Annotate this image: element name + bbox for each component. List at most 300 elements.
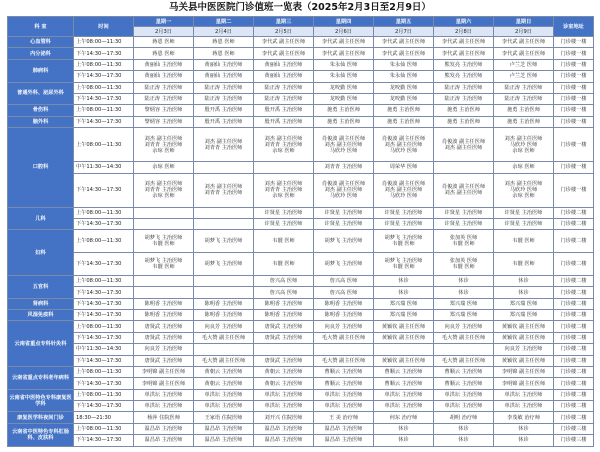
schedule-row: [8, 162, 594, 173]
schedule-row: [8, 355, 594, 366]
doctor-cell: 休诊: [494, 435, 554, 446]
schedule-row: [8, 128, 594, 162]
doctor-cell: 王 美 治疗师: [314, 412, 374, 423]
room-cell: 门诊楼一楼: [554, 71, 594, 82]
doctor-cell: 胡梦飞 主治医师 韦靓 医师: [374, 253, 434, 276]
doctor-cell: [194, 219, 254, 230]
time-slot: 下午14:30—17:30: [74, 355, 134, 366]
doctor-cell: 詹兴高 医师: [254, 275, 314, 286]
doctor-cell: 杨萍 住院医师: [134, 412, 194, 423]
doctor-cell: 许贤星 主治医师: [314, 207, 374, 218]
schedule-row: [8, 378, 594, 389]
doctor-cell: 殷开禹 主治医师: [194, 116, 254, 127]
doctor-cell: 向良芳 主治医师: [134, 344, 194, 355]
time-slot: 中午11:30—14:30: [74, 344, 134, 355]
time-slot: 上午08:00—11:30: [74, 105, 134, 116]
page-title: 马关县中医医院门诊值班一览表（2025年2月3日至2月9日）: [169, 2, 431, 13]
doctor-cell: 蒋恩 医师: [134, 48, 194, 59]
doctor-cell: 韦靓 医师: [254, 230, 314, 253]
room-cell: 门诊楼三楼: [554, 423, 594, 434]
time-slot: 上午08:00—11:30: [74, 230, 134, 253]
doctor-cell: 余琼 医师: [494, 162, 554, 173]
doctor-cell: 龙咬勤 医师: [314, 82, 374, 93]
doctor-cell: 卢兰芝 医师: [494, 59, 554, 70]
room-cell: 门诊楼一楼: [554, 37, 594, 48]
doctor-cell: 李明锦 副主任医师: [494, 366, 554, 377]
time-slot: 上午08:00—11:30: [74, 59, 134, 70]
schedule-row: [8, 253, 594, 276]
doctor-cell: 单洪坛 主治医师: [194, 389, 254, 400]
doctor-cell: 詹兴高 医师: [314, 275, 374, 286]
room-cell: 门诊楼二楼: [554, 332, 594, 343]
time-slot: 上午08:00—11:30: [74, 128, 134, 162]
doctor-cell: [134, 275, 194, 286]
department-name: 肺病科: [8, 59, 74, 82]
doctor-cell: 郑兴瑞 医师: [494, 298, 554, 309]
time-slot: 下午14:30—17:30: [74, 48, 134, 59]
doctor-cell: 卢兰芝 医师: [494, 71, 554, 82]
doctor-cell: 刘杰 副主任医师 马欣玲 医师 余琼 医师: [494, 173, 554, 207]
doctor-cell: 黄丽仙 主治医师: [134, 71, 194, 82]
schedule-row: [8, 423, 594, 434]
doctor-cell: [134, 219, 194, 230]
doctor-cell: 周荣华 医师: [374, 162, 434, 173]
schedule-row: [8, 37, 594, 48]
doctor-cell: 陆正涛 主治医师: [134, 93, 194, 104]
doctor-cell: 李代武 副主任医师: [494, 37, 554, 48]
time-slot: 下午14:30—17:30: [74, 378, 134, 389]
room-cell: 门诊楼一楼: [554, 93, 594, 104]
doctor-cell: 韦靓 医师: [254, 253, 314, 276]
doctor-cell: 曹顺云 主治医师: [434, 366, 494, 377]
doctor-cell: 陈明香 主治医师: [134, 310, 194, 321]
schedule-row: [8, 219, 594, 230]
doctor-cell: 陈明香 主治医师: [194, 298, 254, 309]
doctor-cell: 施勇 主治医师: [434, 105, 494, 116]
doctor-cell: 休诊: [434, 275, 494, 286]
doctor-cell: 黄颖钦 副主任医师: [374, 332, 434, 343]
schedule-row: [8, 275, 594, 286]
doctor-cell: 胡梦飞 主治医师: [194, 230, 254, 253]
date-header: 2月9日: [494, 27, 554, 37]
doctor-cell: 陆正涛 主治医师: [194, 93, 254, 104]
doctor-cell: 休诊: [374, 423, 434, 434]
doctor-cell: 肖俊波 副主任医师 刘杰 副主任医师 马欣玲 医师: [374, 173, 434, 207]
schedule-row: [8, 287, 594, 298]
doctor-cell: 蒋恩 医师: [194, 48, 254, 59]
department-name: 妇科: [8, 230, 74, 276]
doctor-cell: 刘杰 副主任医师 马欣玲 医师 余琼 医师: [494, 128, 554, 162]
doctor-cell: [134, 287, 194, 298]
doctor-cell: 休诊: [494, 423, 554, 434]
doctor-cell: 陆正涛 主治医师: [254, 93, 314, 104]
doctor-cell: 向良芳 主治医师: [314, 321, 374, 332]
time-slot: 下午14:30—17:30: [74, 116, 134, 127]
doctor-cell: 黄丽仙 主治医师: [134, 59, 194, 70]
doctor-cell: 唐贤武 主治医师: [254, 321, 314, 332]
schedule-row: [8, 116, 594, 127]
doctor-cell: 蒋恩 医师: [194, 37, 254, 48]
doctor-cell: [374, 344, 434, 355]
doctor-cell: 许贤星 主治医师: [374, 207, 434, 218]
room-cell: 门诊楼二楼: [554, 378, 594, 389]
doctor-cell: 许贤星 主治医师: [254, 207, 314, 218]
schedule-row: [8, 173, 594, 207]
schedule-row: [8, 366, 594, 377]
doctor-cell: [194, 207, 254, 218]
schedule-row: [8, 93, 594, 104]
room-cell: 门诊楼二楼: [554, 355, 594, 366]
doctor-cell: 毛大赞 副主任医师: [434, 332, 494, 343]
doctor-cell: 曹顺云 主治医师: [374, 366, 434, 377]
doctor-cell: 何东 治疗师: [374, 412, 434, 423]
doctor-cell: 朱永仙 医师: [314, 71, 374, 82]
time-slot: 下午14:30—17:30: [74, 253, 134, 276]
weekday-header: 星期一: [134, 17, 194, 27]
doctor-cell: 李代武 副主任医师: [374, 48, 434, 59]
doctor-cell: 毛大赞 副主任医师: [194, 355, 254, 366]
doctor-cell: 龙咬勤 医师: [374, 82, 434, 93]
doctor-cell: 黄颖钦 副主任医师: [374, 321, 434, 332]
schedule-row: [8, 207, 594, 218]
doctor-cell: 陆正涛 主治医师: [494, 82, 554, 93]
time-slot: 下午14:30—17:30: [74, 71, 134, 82]
doctor-cell: [434, 344, 494, 355]
doctor-cell: 向良芳 主治医师: [434, 321, 494, 332]
doctor-cell: 李代武 副主任医师: [314, 48, 374, 59]
doctor-cell: 刘杰 副主任医师 刘青青 主治医师 余琼 医师: [254, 173, 314, 207]
doctor-cell: 熊发亮 主治医师: [434, 59, 494, 70]
doctor-cell: 胡梦飞 主治医师: [314, 230, 374, 253]
doctor-cell: 陆正涛 主治医师: [434, 93, 494, 104]
time-slot: 下午14:30—17:30: [74, 219, 134, 230]
doctor-cell: 黄朝云 主治医师: [254, 378, 314, 389]
doctor-cell: 黄丽仙 主治医师: [254, 71, 314, 82]
doctor-cell: 胡梦飞 主治医师: [194, 253, 254, 276]
doctor-cell: 许贤星 主治医师: [374, 219, 434, 230]
doctor-cell: 胡梦飞 主治医师: [314, 253, 374, 276]
time-slot: 中午11:30—14:30: [74, 162, 134, 173]
doctor-cell: 詹兴高 医师: [314, 287, 374, 298]
room-cell: 门诊楼二楼: [554, 389, 594, 400]
doctor-cell: 刘开兴 住院医师: [254, 412, 314, 423]
date-header: 2月5日: [254, 27, 314, 37]
doctor-cell: 陆正涛 主治医师: [494, 93, 554, 104]
doctor-cell: 胡梦飞 主治医师 韦靓 医师: [134, 230, 194, 253]
room-cell: 门诊楼二楼: [554, 219, 594, 230]
date-header: 2月7日: [374, 27, 434, 37]
doctor-cell: 刘杰 副主任医师 刘青青 主治医师: [194, 173, 254, 207]
doctor-cell: 休诊: [434, 435, 494, 446]
doctor-cell: 胡明 治疗师: [434, 412, 494, 423]
doctor-cell: 毛大赞 副主任医师: [314, 355, 374, 366]
doctor-cell: [314, 344, 374, 355]
doctor-cell: 黄颖钦 副主任医师: [374, 355, 434, 366]
doctor-cell: 肖俊波 副主任医师 刘杰 副主任医师: [434, 128, 494, 162]
doctor-cell: 单洪坛 主治医师: [314, 389, 374, 400]
doctor-cell: 刘青青 主治医师: [314, 162, 374, 173]
department-name: 心血管科: [8, 37, 74, 48]
doctor-cell: 郑兴瑞 医师: [434, 310, 494, 321]
time-slot: 下午14:30—17:30: [74, 332, 134, 343]
doctor-cell: 温昌昂 主治医师: [314, 423, 374, 434]
department-name: 五官科: [8, 275, 74, 298]
doctor-cell: 张加英 医师 韦靓 医师: [434, 253, 494, 276]
doctor-cell: 李明锦 副主任医师: [134, 366, 194, 377]
department-name: 口腔科: [8, 128, 74, 208]
room-cell: 门诊楼二楼: [554, 344, 594, 355]
doctor-cell: 朱永仙 医师: [374, 59, 434, 70]
doctor-cell: 施勇 主治医师: [434, 116, 494, 127]
schedule-row: [8, 82, 594, 93]
doctor-cell: 陆正涛 主治医师: [134, 82, 194, 93]
weekday-header: 星期二: [194, 17, 254, 27]
doctor-cell: [254, 344, 314, 355]
doctor-cell: 曹顺云 主治医师: [314, 366, 374, 377]
doctor-cell: 向良芳 主治医师: [194, 321, 254, 332]
time-slot: 上午08:00—11:30: [74, 366, 134, 377]
duty-schedule-table: [7, 16, 594, 447]
doctor-cell: 李茂敏 治疗师: [494, 412, 554, 423]
doctor-cell: 单洪坛 主治医师: [374, 401, 434, 412]
doctor-cell: 刘杰 副主任医师 刘青青 主治医师: [194, 128, 254, 162]
time-slot: 上午08:00—11:30: [74, 207, 134, 218]
doctor-cell: 单洪坛 主治医师: [494, 401, 554, 412]
doctor-cell: 朱永仙 医师: [314, 59, 374, 70]
doctor-cell: 施勇 主治医师: [374, 105, 434, 116]
doctor-cell: 李明锦 副主任医师: [494, 378, 554, 389]
room-cell: 门诊楼一楼: [554, 116, 594, 127]
doctor-cell: 温昌昂 主治医师: [194, 435, 254, 446]
department-name: 云南省重点专科针灸科: [8, 321, 74, 367]
doctor-cell: 黄朝云 主治医师: [194, 378, 254, 389]
doctor-cell: [194, 344, 254, 355]
doctor-cell: 李代武 副主任医师: [254, 48, 314, 59]
doctor-cell: 温昌昂 主治医师: [314, 435, 374, 446]
doctor-cell: 休诊: [494, 275, 554, 286]
schedule-row: [8, 105, 594, 116]
date-header: 2月3日: [134, 27, 194, 37]
doctor-cell: [194, 275, 254, 286]
doctor-cell: 王家语 住院医师: [194, 412, 254, 423]
doctor-cell: [194, 287, 254, 298]
room-cell: 门诊楼二楼: [554, 412, 594, 423]
doctor-cell: 黄颖钦 副主任医师: [494, 321, 554, 332]
doctor-cell: 曹顺云 主治医师: [434, 378, 494, 389]
time-slot: 上午08:00—11:30: [74, 82, 134, 93]
doctor-cell: 黄颖钦 副主任医师: [494, 355, 554, 366]
doctor-cell: 龙咬勤 医师: [314, 93, 374, 104]
department-name: 内分泌科: [8, 48, 74, 59]
doctor-cell: 李代武 副主任医师: [254, 37, 314, 48]
doctor-cell: 肖俊波 副主任医师 刘杰 副主任医师 马欣玲 医师: [314, 173, 374, 207]
time-slot: 上午08:00—11:30: [74, 37, 134, 48]
weekday-header: 星期三: [254, 17, 314, 27]
doctor-cell: 张加英 医师 韦靓 医师: [434, 230, 494, 253]
doctor-cell: 熊发亮 主治医师: [434, 71, 494, 82]
room-cell: 门诊楼一楼: [554, 82, 594, 93]
schedule-row: [8, 48, 594, 59]
doctor-cell: 郑兴瑞 医师: [374, 310, 434, 321]
room-cell: 门诊楼二楼: [554, 230, 594, 253]
doctor-cell: 向良芳 主治医师: [494, 344, 554, 355]
room-cell: 门诊楼二楼: [554, 366, 594, 377]
department-name: 普通外科、泌尿外科: [8, 82, 74, 105]
date-header: 2月6日: [314, 27, 374, 37]
doctor-cell: 郑兴瑞 医师: [374, 298, 434, 309]
doctor-cell: 李代武 副主任医师: [314, 37, 374, 48]
doctor-cell: 黄朝云 主治医师: [254, 366, 314, 377]
doctor-cell: 韦靓 医师: [494, 230, 554, 253]
doctor-cell: 休诊: [434, 287, 494, 298]
schedule-row: [8, 298, 594, 309]
doctor-cell: 李明锦 副主任医师: [134, 378, 194, 389]
doctor-cell: 陆正涛 主治医师: [194, 82, 254, 93]
doctor-cell: 许贤星 主治医师: [494, 207, 554, 218]
schedule-row: [8, 332, 594, 343]
time-header: 时间: [74, 17, 134, 37]
schedule-row: [8, 321, 594, 332]
schedule-row: [8, 401, 594, 412]
schedule-row: [8, 59, 594, 70]
room-cell: 门诊楼一楼: [554, 59, 594, 70]
doctor-cell: 温昌昂 主治医师: [194, 423, 254, 434]
doctor-cell: 单洪坛 主治医师: [254, 401, 314, 412]
doctor-cell: 单洪坛 主治医师: [134, 389, 194, 400]
doctor-cell: 施勇 主治医师: [494, 105, 554, 116]
doctor-cell: 许贤星 主治医师: [434, 219, 494, 230]
doctor-cell: 肖俊波 副主任医师 刘杰 副主任医师 马欣玲 医师: [374, 128, 434, 162]
room-cell: 门诊楼二楼: [554, 207, 594, 218]
doctor-cell: 陈明香 主治医师: [254, 298, 314, 309]
department-name: 风湿免疫科: [8, 310, 74, 321]
doctor-cell: [134, 207, 194, 218]
doctor-cell: 单洪坛 主治医师: [494, 389, 554, 400]
doctor-cell: 陈明香 主治医师: [254, 310, 314, 321]
doctor-cell: 曹顺云 主治医师: [314, 378, 374, 389]
doctor-cell: 黄朝云 主治医师: [194, 366, 254, 377]
doctor-cell: 陈明香 主治医师: [314, 298, 374, 309]
time-slot: 18:30—21:30: [74, 412, 134, 423]
doctor-cell: 殷开禹 主治医师: [254, 105, 314, 116]
room-cell: 门诊楼一楼: [554, 128, 594, 162]
doctor-cell: 黄丽仙 主治医师: [194, 71, 254, 82]
header-row-weekdays: [8, 17, 594, 27]
doctor-cell: [194, 162, 254, 173]
doctor-cell: 肖俊波 副主任医师 刘杰 副主任医师: [434, 173, 494, 207]
doctor-cell: 休诊: [494, 287, 554, 298]
doctor-cell: 陈明香 主治医师: [194, 310, 254, 321]
schedule-row: [8, 344, 594, 355]
doctor-cell: 陆正涛 主治医师: [254, 82, 314, 93]
department-name: 肾病科: [8, 298, 74, 309]
department-name: 云南省中医特色专科康复医学科: [8, 389, 74, 412]
weekday-header: 星期五: [374, 17, 434, 27]
department-name: 脑外科: [8, 116, 74, 127]
doctor-cell: 龙咬勤 医师: [374, 93, 434, 104]
time-slot: 上午08:00—11:30: [74, 389, 134, 400]
doctor-cell: 韦靓 医师: [494, 253, 554, 276]
doctor-cell: 毛大赞 副主任医师: [194, 332, 254, 343]
doctor-cell: 陈明香 主治医师: [134, 298, 194, 309]
doctor-cell: 余琼 医师: [134, 162, 194, 173]
doctor-cell: 许贤星 主治医师: [494, 219, 554, 230]
doctor-cell: 刘杰 副主任医师 刘青青 主治医师 余琼 医师: [134, 128, 194, 162]
doctor-cell: 殷开禹 主治医师: [254, 116, 314, 127]
doctor-cell: 李代武 副主任医师: [434, 37, 494, 48]
doctor-cell: 单洪坛 主治医师: [194, 401, 254, 412]
room-cell: 门诊楼三楼: [554, 435, 594, 446]
doctor-cell: 黎炳容 主治医师: [134, 105, 194, 116]
room-header: 诊室地址: [554, 17, 594, 37]
doctor-cell: 单洪坛 主治医师: [134, 401, 194, 412]
time-slot: 上午08:00—11:30: [74, 423, 134, 434]
doctor-cell: 朱永仙 医师: [374, 71, 434, 82]
doctor-cell: 肖俊波 副主任医师 刘杰 副主任医师 马欣玲 医师: [314, 128, 374, 162]
time-slot: 下午14:30—17:30: [74, 401, 134, 412]
doctor-cell: 单洪坛 主治医师: [434, 401, 494, 412]
doctor-cell: 唐贤武 主治医师: [254, 355, 314, 366]
time-slot: 下午14:30—17:30: [74, 298, 134, 309]
weekday-header: 星期六: [434, 17, 494, 27]
doctor-cell: 许贤星 主治医师: [434, 207, 494, 218]
doctor-cell: 施勇 主治医师: [314, 105, 374, 116]
room-cell: 门诊楼二楼: [554, 253, 594, 276]
department-name: 云南省重点专科老年病科: [8, 366, 74, 389]
doctor-cell: [434, 162, 494, 173]
doctor-cell: 施勇 主治医师: [314, 116, 374, 127]
department-name: 骨伤科: [8, 105, 74, 116]
doctor-cell: 温昌昂 主治医师: [134, 435, 194, 446]
doctor-cell: 单洪坛 主治医师: [434, 389, 494, 400]
room-cell: 门诊楼二楼: [554, 310, 594, 321]
doctor-cell: 黄丽仙 主治医师: [254, 59, 314, 70]
doctor-cell: 唐贤武 主治医师: [134, 355, 194, 366]
doctor-cell: [254, 162, 314, 173]
time-slot: 下午14:30—17:30: [74, 173, 134, 207]
time-slot: 下午14:30—17:30: [74, 435, 134, 446]
doctor-cell: 刘杰 副主任医师 刘青青 主治医师 余琼 医师: [254, 128, 314, 162]
weekday-header: 星期四: [314, 17, 374, 27]
room-cell: 门诊楼二楼: [554, 275, 594, 286]
doctor-cell: 刘杰 副主任医师 刘青青 主治医师 余琼 医师: [134, 173, 194, 207]
room-cell: 门诊楼二楼: [554, 287, 594, 298]
room-cell: 门诊楼二楼: [554, 298, 594, 309]
schedule-row: [8, 435, 594, 446]
doctor-cell: 毛大赞 副主任医师: [314, 332, 374, 343]
room-cell: 门诊楼二楼: [554, 321, 594, 332]
time-slot: 下午14:30—17:30: [74, 310, 134, 321]
schedule-row: [8, 310, 594, 321]
doctor-cell: 单洪坛 主治医师: [314, 401, 374, 412]
doctor-cell: 郑兴瑞 医师: [494, 310, 554, 321]
time-slot: 上午08:00—11:30: [74, 321, 134, 332]
doctor-cell: 李代武 副主任医师: [374, 37, 434, 48]
doctor-cell: 毛大赞 副主任医师: [434, 355, 494, 366]
doctor-cell: 休诊: [434, 423, 494, 434]
doctor-cell: 施勇 主治医师: [374, 116, 434, 127]
schedule-row: [8, 389, 594, 400]
room-cell: 门诊楼一楼: [554, 162, 594, 173]
room-cell: 门诊楼一楼: [554, 105, 594, 116]
doctor-cell: 李代武 副主任医师: [434, 48, 494, 59]
doctor-cell: 黎炳容 主治医师: [134, 116, 194, 127]
time-slot: 上午08:00—11:30: [74, 275, 134, 286]
room-cell: 门诊楼一楼: [554, 48, 594, 59]
dept-header: 科 室: [8, 17, 74, 37]
doctor-cell: 唐贤武 主治医师: [254, 332, 314, 343]
room-cell: 门诊楼一楼: [554, 173, 594, 207]
